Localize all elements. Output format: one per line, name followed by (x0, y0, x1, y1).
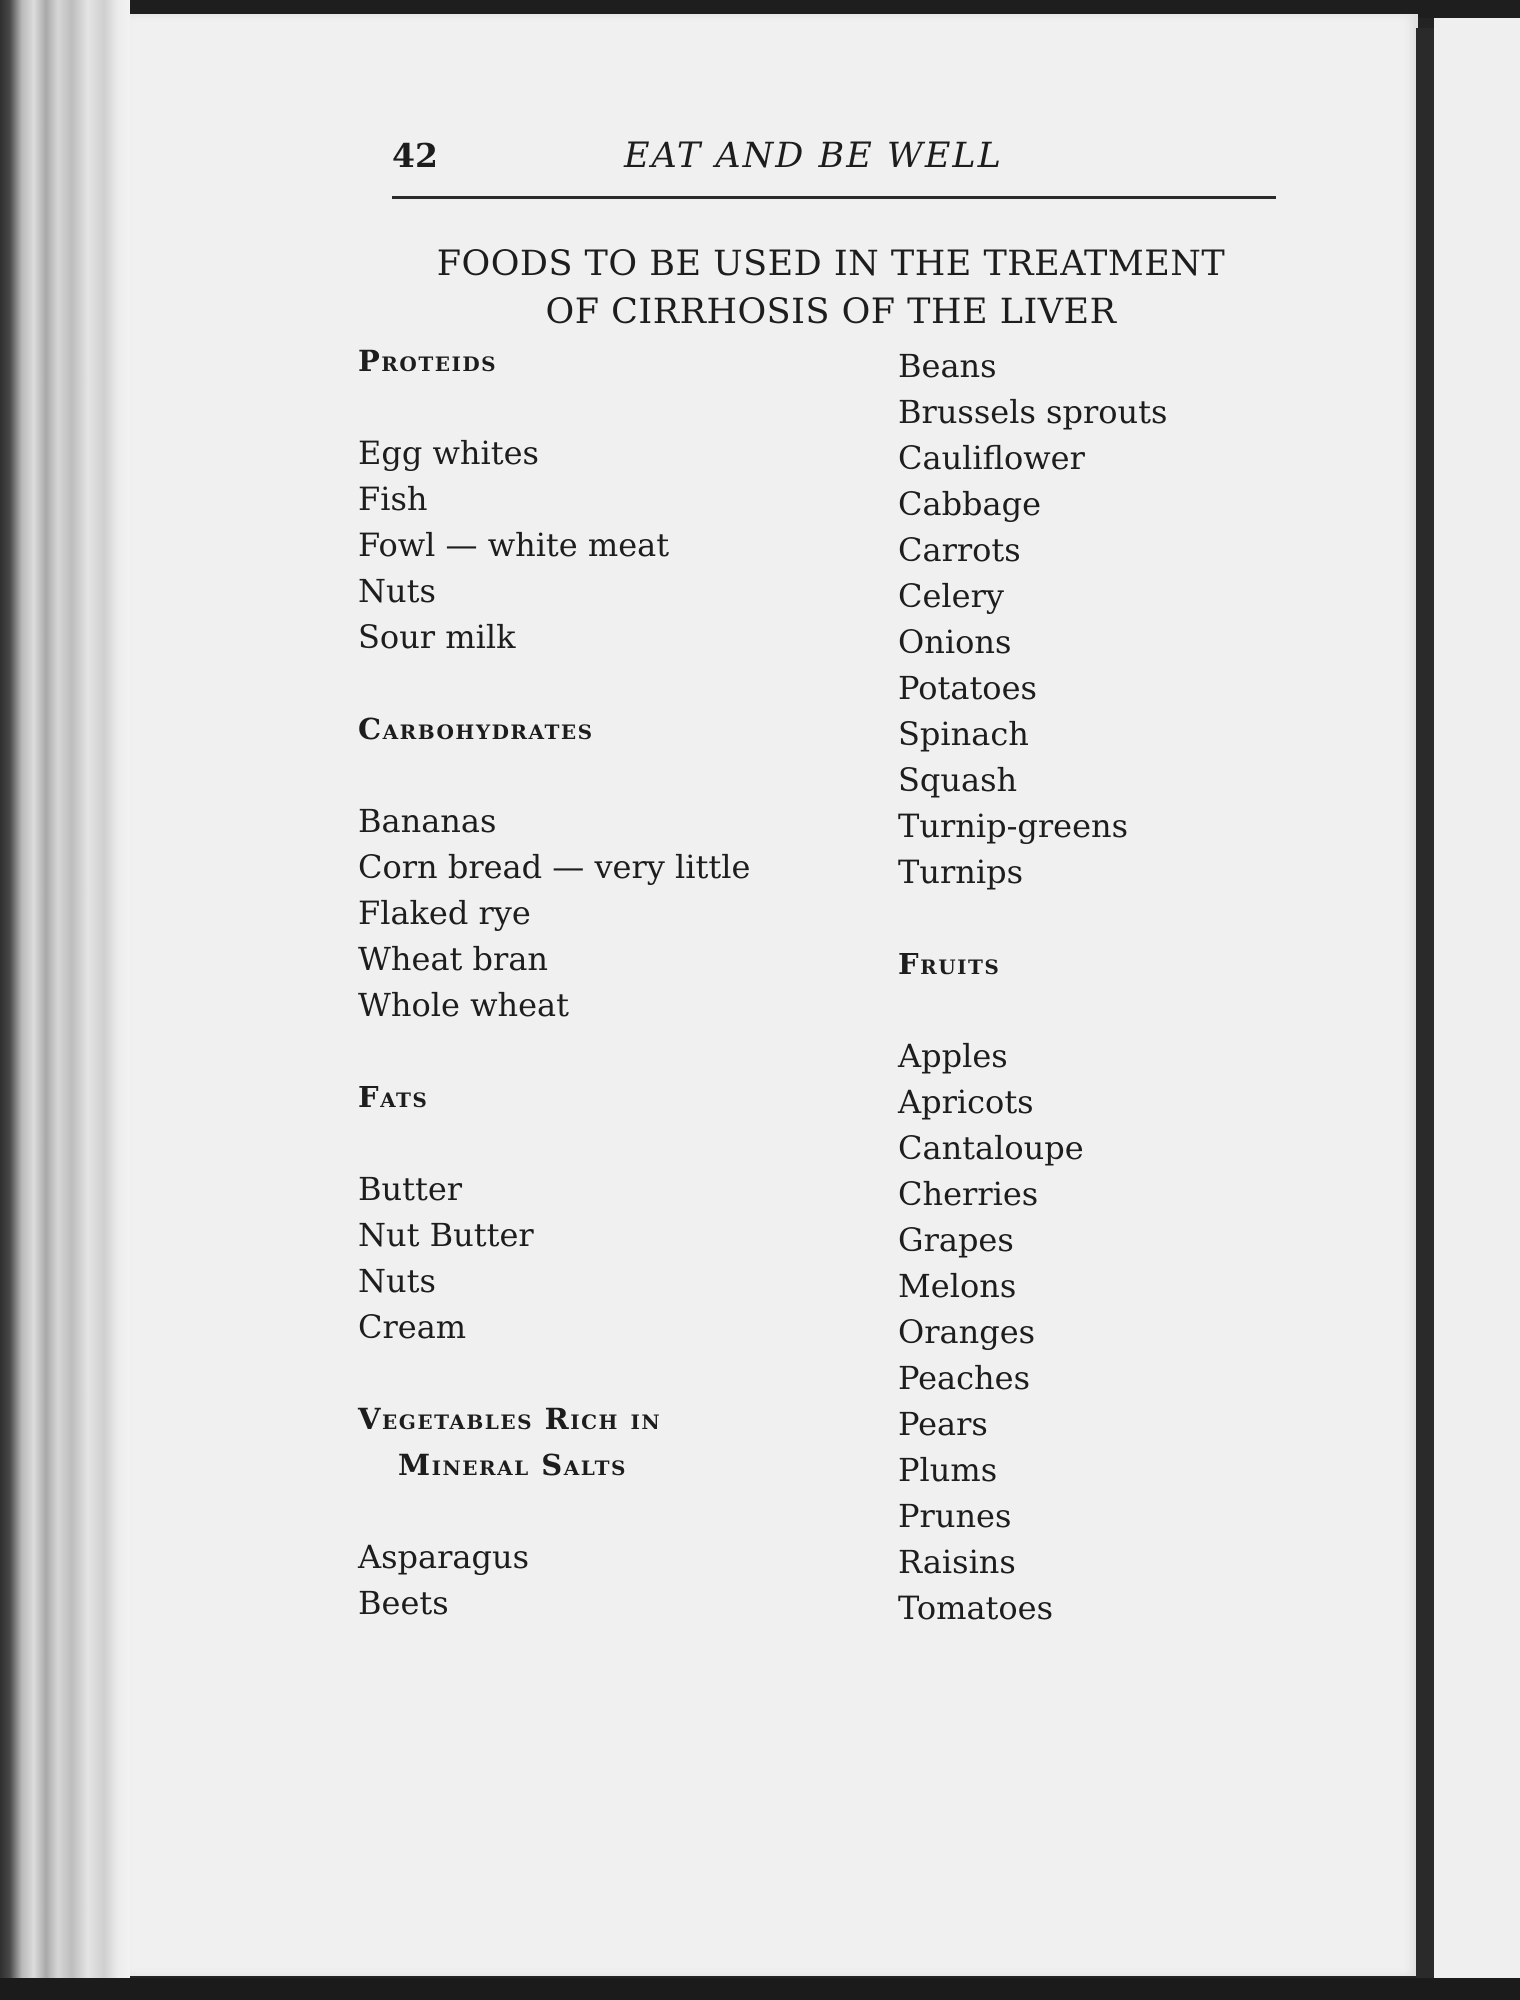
header-rule (392, 196, 1276, 199)
list-item: Turnips (898, 853, 1023, 891)
section-heading-carbohydrates: Carbohydrates (358, 712, 594, 746)
list-item: Egg whites (358, 434, 539, 472)
list-item: Nuts (358, 572, 436, 610)
list-item: Apricots (898, 1083, 1034, 1121)
right-column (898, 343, 1278, 1631)
list-item: Raisins (898, 1543, 1016, 1581)
section-heading-fruits: Fruits (898, 947, 1001, 981)
list-item: Asparagus (358, 1538, 529, 1576)
list-item: Nut Butter (358, 1216, 534, 1254)
book-spine-edge (1416, 28, 1434, 1978)
list-item: Plums (898, 1451, 998, 1489)
list-item: Apples (898, 1037, 1008, 1075)
list-item: Flaked rye (358, 894, 531, 932)
list-item: Corn bread — very little (358, 848, 751, 886)
list-item: Fowl — white meat (358, 526, 670, 564)
list-item: Peaches (898, 1359, 1030, 1397)
list-item: Onions (898, 623, 1012, 661)
list-item: Cauliflower (898, 439, 1085, 477)
section-heading-vegetables: Vegetables Rich in (358, 1402, 662, 1436)
list-item: Carrots (898, 531, 1021, 569)
list-item: Grapes (898, 1221, 1014, 1259)
book-page-edges (0, 0, 130, 2000)
list-item: Tomatoes (898, 1589, 1054, 1627)
list-item: Pears (898, 1405, 988, 1443)
list-item: Bananas (358, 802, 497, 840)
list-item: Squash (898, 761, 1018, 799)
running-title: EAT AND BE WELL (624, 136, 1003, 176)
list-item: Cabbage (898, 485, 1042, 523)
list-item: Cantaloupe (898, 1129, 1084, 1167)
page-title-line-1: FOODS TO BE USED IN THE TREATMENT (436, 244, 1226, 284)
page-number: 42 (392, 136, 438, 175)
left-column (358, 338, 828, 1626)
list-item: Sour milk (358, 618, 516, 656)
list-item: Oranges (898, 1313, 1036, 1351)
list-item: Potatoes (898, 669, 1037, 707)
list-item: Melons (898, 1267, 1017, 1305)
list-item: Spinach (898, 715, 1029, 753)
scan-bottom-border (0, 1978, 1520, 2000)
page-title-line-2: OF CIRRHOSIS OF THE LIVER (545, 292, 1117, 332)
list-item: Wheat bran (358, 940, 549, 978)
list-item: Prunes (898, 1497, 1012, 1535)
list-item: Cream (358, 1308, 467, 1346)
list-item: Beans (898, 347, 997, 385)
list-item: Nuts (358, 1262, 436, 1300)
scan-background-right (1434, 18, 1520, 1978)
list-item: Brussels sprouts (898, 393, 1168, 431)
list-item: Butter (358, 1170, 463, 1208)
list-item: Beets (358, 1584, 449, 1622)
list-item: Celery (898, 577, 1004, 615)
section-heading-proteids: Proteids (358, 344, 498, 378)
section-heading-fats: Fats (358, 1080, 429, 1114)
list-item: Turnip-greens (898, 807, 1129, 845)
list-item: Cherries (898, 1175, 1039, 1213)
list-item: Whole wheat (358, 986, 569, 1024)
page-title (376, 240, 1286, 336)
running-header (392, 136, 1278, 196)
section-heading-vegetables-line-2: Mineral Salts (398, 1448, 627, 1482)
list-item: Fish (358, 480, 428, 518)
